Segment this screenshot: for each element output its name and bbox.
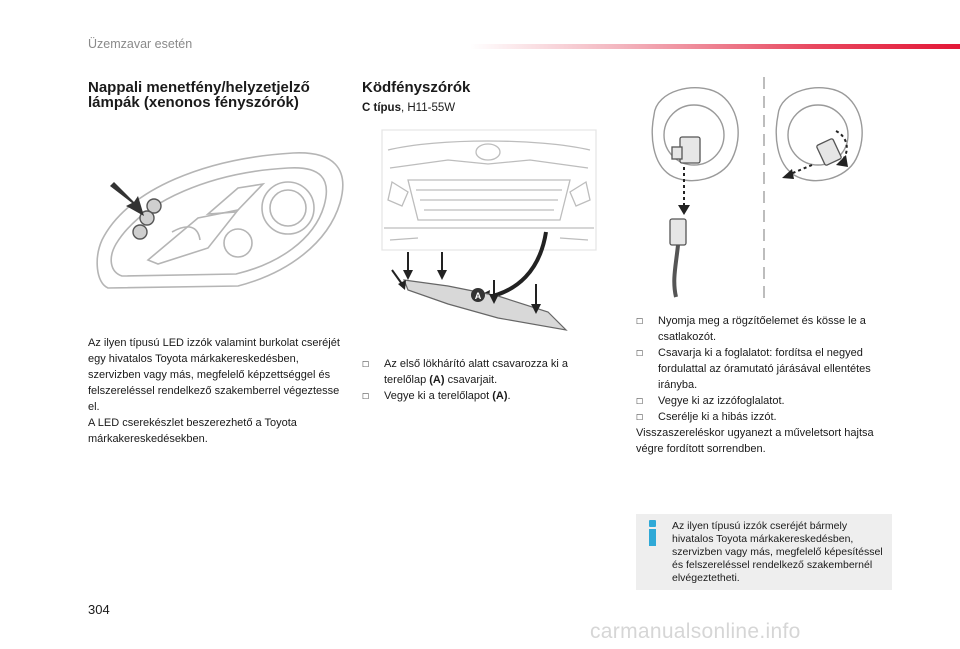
headlamp-illustration [88,148,350,298]
bulb-type-label: C típus [362,102,401,114]
step-text: Az első lökhárító alatt csavarozza ki a terelőlap [384,358,569,386]
left-paragraph [88,335,348,447]
step-text: Cserélje ki a hibás izzót. [658,411,777,423]
checkbox-icon: ☐ [636,317,644,326]
bumper-steps-list [362,356,602,404]
list-item [636,409,898,425]
checkbox-icon: ☐ [362,360,370,369]
step-text: Vegye ki a terelőlapot [384,390,493,402]
info-box [636,514,892,590]
header-accent-line [470,44,960,49]
list-item [362,356,602,388]
info-text: Az ilyen típusú izzók cseréjét bármely hivatalos Toyota márkakereskedésben, szervizben vagy más, megfelelő képesítéssel és felszereléssel rendelkező szakembernél elvégeztetheti. [672,520,883,584]
bulb-type-value: , H11-55W [400,102,456,114]
header-section-title: Üzemzavar esetén [88,37,193,51]
step-text: Nyomja meg a rögzítőelemet és kösse le a csatlakozót. [658,315,866,343]
list-item [636,313,898,345]
step-text: Csavarja ki a foglalatot: fordítsa el negyed fordulattal az óramutató járásával ellentétes irányba. [658,347,871,391]
left-paragraph-text: Az ilyen típusú LED izzók valamint burkolat cseréjét egy hivatalos Toyota márkakereskedésben, szervizben vagy más, megfelelő képzettséggel és felszereléssel rendelkező szakemberrel végeztesse el. [88,337,340,413]
left-paragraph-text-2: A LED cserekészlet beszerezhető a Toyota márkakereskedésekben. [88,417,297,445]
bulb-steps-list [636,313,898,425]
step-ref: (A) [429,374,445,386]
step-text: csavarjait. [444,374,498,386]
checkbox-icon: ☐ [636,397,644,406]
section-title-daytime-lights: Nappali menetfény/helyzetjelző lámpák (xenonos fényszórók) [88,79,310,111]
checkbox-icon: ☐ [636,349,644,358]
list-item [362,388,602,404]
bulb-type-subtitle [362,102,455,114]
fog-lamp-illustration [636,75,896,307]
step-text: . [507,390,511,402]
checkbox-icon: ☐ [362,392,370,401]
step-ref: (A) [492,390,508,402]
page-number: 304 [88,602,110,617]
list-item [636,345,898,393]
reassembly-note: Visszaszereléskor ugyanezt a műveletsort hajtsa végre fordított sorrendben. [636,427,874,455]
watermark: carmanualsonline.info [590,620,801,643]
section-title-fog-lamps: Ködfényszórók [362,79,471,96]
step-text: Vegye ki az izzófoglalatot. [658,395,785,407]
checkbox-icon: ☐ [636,413,644,422]
list-item [636,393,898,409]
figure-label-a: A [474,291,482,301]
info-icon [646,520,660,546]
car-front-illustration [378,120,600,342]
